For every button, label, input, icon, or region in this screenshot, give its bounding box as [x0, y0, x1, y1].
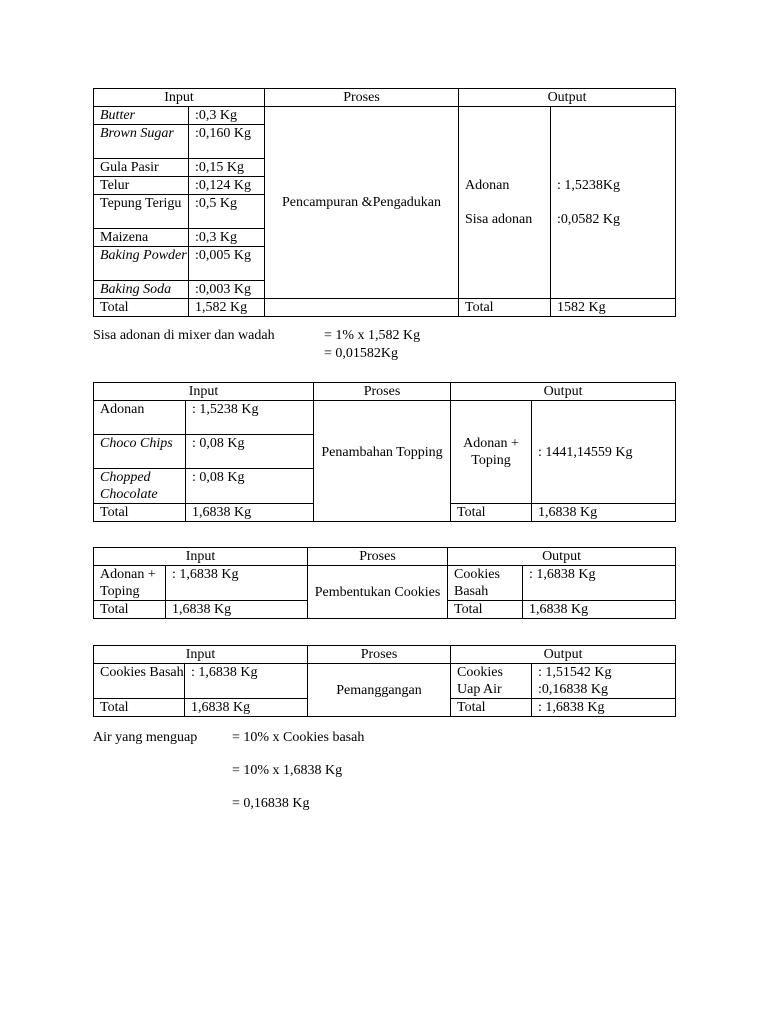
process-cell-bottom — [265, 299, 459, 317]
process-cell: Pemanggangan — [308, 664, 451, 717]
ingredient-amount: : 1,6838 Kg — [185, 664, 308, 699]
output-values-cell — [532, 664, 676, 699]
input-header: Input — [94, 548, 308, 566]
output-value: : 1,6838 Kg — [523, 566, 676, 601]
ingredient-name: Tepung Terigu — [94, 195, 189, 229]
ingredient-name: Adonan + Toping — [94, 566, 166, 601]
input-header: Input — [94, 89, 265, 107]
process-header: Proses — [308, 548, 448, 566]
ingredient-name: Telur — [94, 177, 189, 195]
output-values-cell — [551, 107, 676, 299]
ingredient-name: Choco Chips — [94, 435, 186, 469]
process-cell-bottom — [314, 504, 451, 522]
output-header: Output — [451, 383, 676, 401]
input-total-value: 1,6838 Kg — [186, 504, 314, 522]
output-total-label: Total — [448, 601, 523, 619]
output-header: Output — [459, 89, 676, 107]
output-header: Output — [448, 548, 676, 566]
note-line: = 0,01582Kg — [324, 346, 399, 361]
output-value-uap-air: :0,16838 Kg — [538, 682, 608, 697]
input-header: Input — [94, 383, 314, 401]
mass-balance-table-mixing — [93, 88, 676, 317]
output-name-uap-air: Uap Air — [457, 682, 502, 697]
output-header: Output — [451, 646, 676, 664]
ingredient-amount: : 1,5238 Kg — [186, 401, 314, 435]
output-value-cookies: : 1,51542 Kg — [538, 665, 612, 680]
ingredient-name: Brown Sugar — [94, 125, 189, 159]
note-label-air-menguap: Air yang menguap — [93, 730, 198, 745]
process-header: Proses — [265, 89, 459, 107]
output-total-value: 1,6838 Kg — [532, 504, 676, 522]
input-total-value: 1,6838 Kg — [166, 601, 308, 619]
output-names-cell — [451, 664, 532, 699]
ingredient-amount: :0,003 Kg — [189, 281, 265, 299]
output-value-sisa-adonan: :0,0582 Kg — [557, 212, 620, 227]
ingredient-name: Chopped Chocolate — [94, 469, 186, 504]
input-total-label: Total — [94, 601, 166, 619]
process-cell: Pembentukan Cookies — [308, 566, 448, 619]
output-name-adonan: Adonan — [465, 178, 510, 193]
note-line: = 1% x 1,582 Kg — [324, 328, 421, 343]
ingredient-amount: :0,3 Kg — [189, 229, 265, 247]
input-total-label: Total — [94, 299, 189, 317]
input-total-value: 1,6838 Kg — [185, 699, 308, 717]
process-header: Proses — [308, 646, 451, 664]
input-total-value: 1,582 Kg — [189, 299, 265, 317]
ingredient-amount: : 1,6838 Kg — [166, 566, 308, 601]
ingredient-amount: : 0,08 Kg — [186, 469, 314, 504]
ingredient-name: Adonan — [94, 401, 186, 435]
process-cell: Penambahan Topping — [314, 401, 451, 504]
ingredient-amount: :0,005 Kg — [189, 247, 265, 281]
ingredient-amount: :0,15 Kg — [189, 159, 265, 177]
output-total-value: : 1,6838 Kg — [532, 699, 676, 717]
ingredient-amount: :0,124 Kg — [189, 177, 265, 195]
ingredient-name: Cookies Basah — [94, 664, 185, 699]
ingredient-name: Butter — [94, 107, 189, 125]
output-name-cookies: Cookies — [457, 665, 503, 680]
input-total-label: Total — [94, 504, 186, 522]
output-total-value: 1,6838 Kg — [523, 601, 676, 619]
output-name-cell: Adonan + Toping — [451, 401, 532, 504]
note-line: = 10% x Cookies basah — [232, 730, 365, 745]
ingredient-name: Gula Pasir — [94, 159, 189, 177]
output-name: Cookies Basah — [448, 566, 523, 601]
output-total-value: 1582 Kg — [551, 299, 676, 317]
process-header: Proses — [314, 383, 451, 401]
input-header: Input — [94, 646, 308, 664]
output-total-label: Total — [451, 504, 532, 522]
ingredient-amount: : 0,08 Kg — [186, 435, 314, 469]
note-line: = 0,16838 Kg — [232, 796, 310, 811]
output-value-cell: : 1441,14559 Kg — [532, 401, 676, 504]
mass-balance-table-forming — [93, 547, 676, 619]
ingredient-name: Baking Soda — [94, 281, 189, 299]
output-name-sisa-adonan: Sisa adonan — [465, 212, 533, 227]
mass-balance-table-topping — [93, 382, 676, 522]
process-cell: Pencampuran &Pengadukan — [265, 107, 459, 299]
output-value-adonan: : 1,5238Kg — [557, 178, 620, 193]
input-total-label: Total — [94, 699, 185, 717]
ingredient-amount: :0,160 Kg — [189, 125, 265, 159]
note-line: = 10% x 1,6838 Kg — [232, 763, 343, 778]
output-total-label: Total — [459, 299, 551, 317]
note-label-sisa-adonan: Sisa adonan di mixer dan wadah — [93, 328, 275, 343]
output-names-cell — [459, 107, 551, 299]
ingredient-amount: :0,5 Kg — [189, 195, 265, 229]
ingredient-name: Baking Powder — [94, 247, 189, 281]
output-total-label: Total — [451, 699, 532, 717]
mass-balance-table-baking — [93, 645, 676, 717]
ingredient-amount: :0,3 Kg — [189, 107, 265, 125]
ingredient-name: Maizena — [94, 229, 189, 247]
